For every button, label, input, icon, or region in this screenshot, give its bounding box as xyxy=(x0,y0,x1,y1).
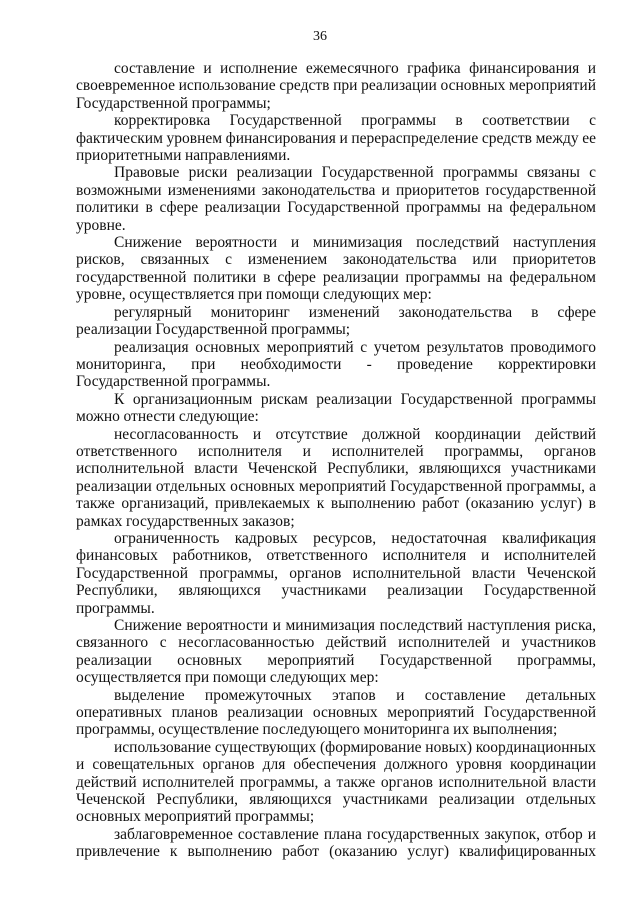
paragraph: заблаговременное составление плана государственных закупок, отбор и привлечение к выполнению работ (оказанию услуг) квалифицированных xyxy=(76,825,596,861)
paragraph: регулярный мониторинг изменений законодательства в сфере реализации Государственной программы; xyxy=(76,303,596,339)
paragraph: К организационным рискам реализации Государственной программы можно отнести следующие: xyxy=(76,390,596,426)
paragraph: реализация основных мероприятий с учетом результатов проводимого мониторинга, при необходимости - проведение корректировки Государственной программы. xyxy=(76,338,596,391)
page-number: 36 xyxy=(313,29,327,44)
paragraph: Снижение вероятности и минимизация последствий наступления риска, связанного с несогласованностью действий исполнителей и участников реализации основных мероприятий Государственной программы, осуществляется при помощи следующих мер: xyxy=(76,617,596,687)
paragraph: выделение промежуточных этапов и составление детальных оперативных планов реализации основных мероприятий Государственной программы, осуществление последующего мониторинга их выполнения; xyxy=(76,686,596,739)
paragraph: ограниченность кадровых ресурсов, недостаточная квалификация финансовых работников, ответственного исполнителя и исполнителей Государственной программы, органов исполнительной власти Чеченской Республики, являющихся участниками реализации Государственной программы. xyxy=(76,529,596,617)
paragraph: корректировка Государственной программы в соответствии с фактическим уровнем финансирования и перераспределение средств между ее приоритетными направлениями. xyxy=(76,112,596,165)
paragraph: несогласованность и отсутствие должной координации действий ответственного исполнителя и исполнителей программы, органов исполнительной власти Чеченской Республики, являющихся участниками реализации отдельных основных мероприятий Государственной программы, а также организаций, привлекаемых к выполнению работ (оказанию услуг) в рамках государственных заказов; xyxy=(76,425,596,530)
paragraph: использование существующих (формирование новых) координационных и совещательных органов для обеспечения должного уровня координации действий исполнителей программы, а также органов исполнительной власти Чеченской Республики, являющихся участниками реализации отдельных основных мероприятий программы; xyxy=(76,738,596,826)
document-body xyxy=(76,60,596,861)
paragraph: составление и исполнение ежемесячного графика финансирования и своевременное использование средств при реализации основных мероприятий Государственной программы; xyxy=(76,60,596,112)
paragraph: Снижение вероятности и минимизация последствий наступления рисков, связанных с изменением законодательства или приоритетов государственной политики в сфере реализации программы на федеральном уровне, осуществляется при помощи следующих мер: xyxy=(76,234,596,304)
paragraph: Правовые риски реализации Государственной программы связаны с возможными изменениями законодательства и приоритетов государственной политики в сфере реализации Государственной программы на федеральном уровне. xyxy=(76,164,596,234)
